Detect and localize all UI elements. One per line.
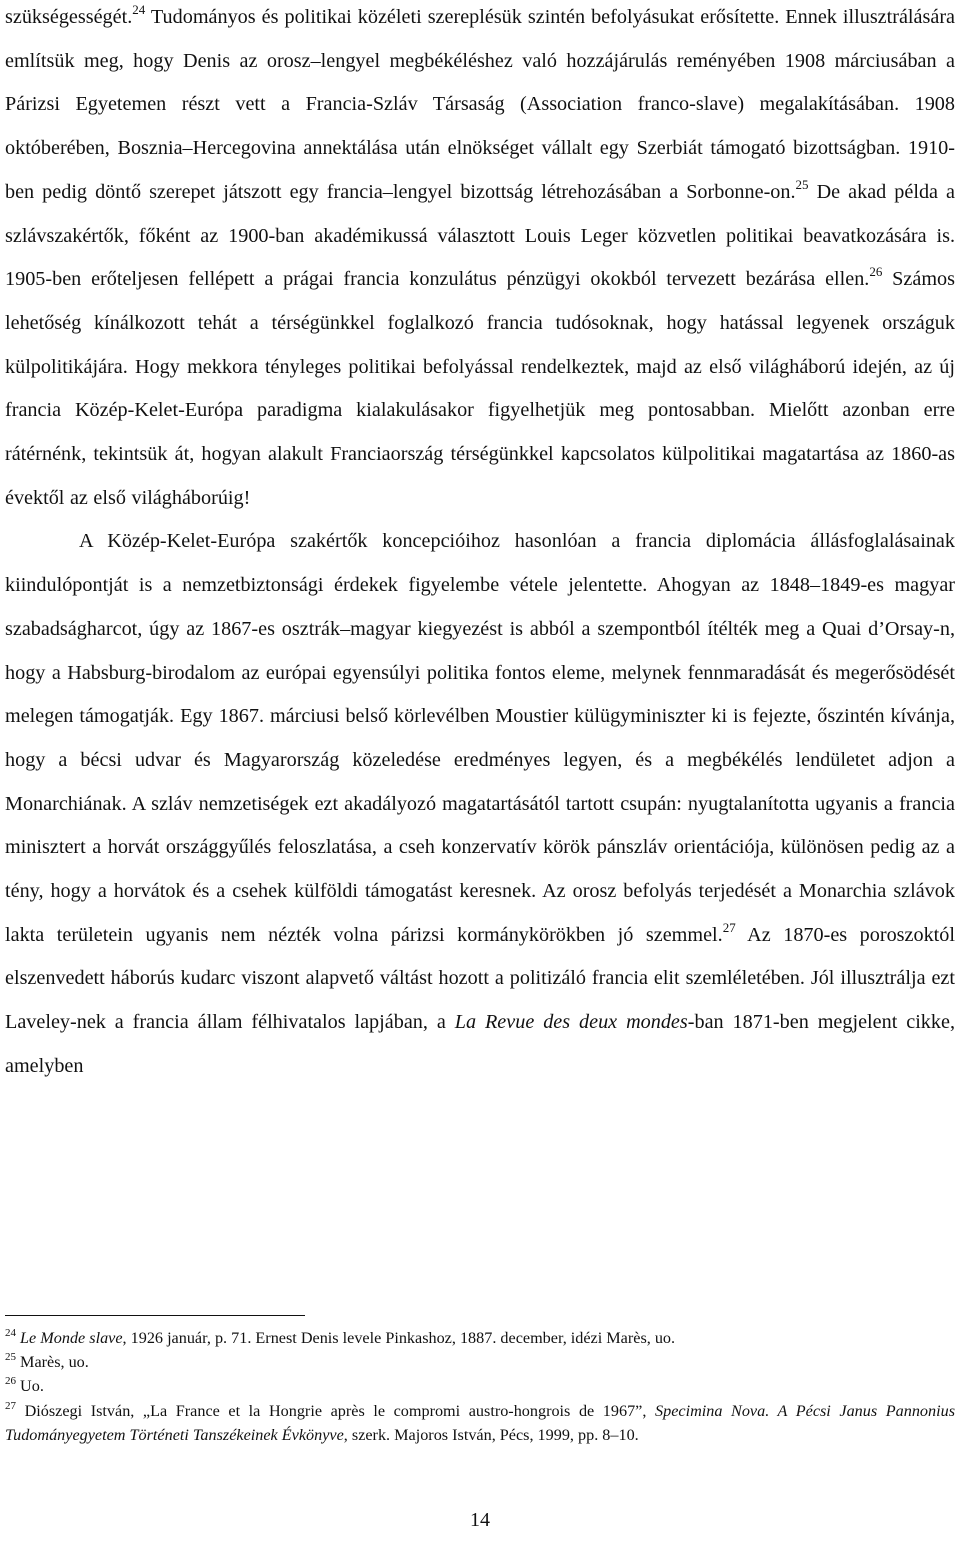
footnote-separator [5,1315,305,1316]
text-run: Számos lehetőség kínálkozott tehát a térségünkkel foglalkozó francia tudósoknak, hogy hatással legyenek országuk külpolitikájára. Hogy mekkora tényleges politikai befolyással rendelkeztek, majd az első világháború idején, az új francia Közép-Kelet-Európa paradigma kialakulásakor figyelhetjük meg pontosabban. Mielőtt azonban erre rátérnénk, tekintsük át, hogyan alakult Franciaország térségünkkel kapcsolatos külpolitikai magatartása az 1860-as évektől az első világháborúig! [5,268,955,509]
footnotes [5,1326,955,1447]
text-run: Marès, uo. [20,1353,89,1372]
footnote-ref-24[interactable]: 24 [132,2,146,17]
footnote-number: 24 [5,1327,16,1339]
text-run: A Közép-Kelet-Európa szakértők koncepcióihoz hasonlóan a francia diplomácia állásfoglalásainak kiindulópontját is a nemzetbiztonsági érdekek figyelembe vétele jelentette. Ahogyan az 1848–1849-es magyar szabadságharcot, úgy az 1867-es osztrák–magyar kiegyezést is abból a szempontból ítélték meg a Quai d’Orsay-n, hogy a Habsburg-birodalom az európai egyensúlyi politika fontos eleme, melynek fennmaradását és megerősödését melegen támogatják. Egy 1867. márciusi belső körlevélben Moustier külügyminiszter ki is fejezte, őszintén kívánja, hogy a bécsi udvar és Magyarország közeledése eredményes legyen, és a megbékélés lendületet adjon a Monarchiának. A szláv nemzetiségek ezt akadályozó magatartásától tartott csupán: nyugtalanította ugyanis a francia minisztert a horvát országgyűlés feloszlatása, a cseh konzervatív körök pánszláv orientációja, különösen pedig az a tény, hogy a horvátok és a csehek külföldi támogatást keresnek. Az orosz befolyás terjedését a Monarchia szlávok lakta területein ugyanis nem nézték volna párizsi kormánykörökben jó szemmel. [5,530,955,946]
footnote-number: 25 [5,1351,16,1364]
footnote-ref-25[interactable]: 25 [795,176,809,192]
footnote-24 [5,1326,955,1350]
footnote-25 [5,1350,955,1374]
footnote-ref-27[interactable]: 27 [722,919,736,935]
body-text [5,0,955,1089]
text-run: , szerk. Majoros István, Pécs, 1999, pp. 8–10. [343,1425,639,1444]
footnote-26 [5,1374,955,1398]
paragraph-1 [5,0,955,520]
text-run: -ban 1871-ben megjelent cikke, amelyben [5,1011,955,1077]
paragraph-2 [5,520,955,1088]
footnote-number: 27 [5,1399,16,1412]
text-run: De akad példa a szlávszakértők, főként az 1900-ban akadémikussá választott Louis Leger közvetlen politikai beavatkozására is. 1905-ben erőteljesen fellépett a prágai francia konzulátus pénzügyi okokból tervezett bezárása ellen. [5,180,955,291]
text-run: Tudományos és politikai közéleti szereplésük szintén befolyásukat erősítette. Ennek illusztrálására említsük meg, hogy Denis az orosz–lengyel megbékéléshez való hozzájárulás reményében 1908 márciusában a Párizsi Egyetemen részt vett a Francia-Szláv Társaság (Association franco-slave) megalakításában. 1908 októberében, Bosznia–Hercegovina annektálása után elnökséget vállalt egy Szerbiát támogató bizottságban. 1910-ben pedig döntő szerepet játszott egy francia–lengyel bizottság létrehozásában a Sorbonne-on. [5,6,955,203]
text-run: , 1926 január, p. 71. Ernest Denis levele Pinkashoz, 1887. december, idézi Marès, uo. [122,1329,676,1347]
text-run: Uo. [20,1377,44,1396]
text-run: Diószegi István, „La France et la Hongrie après le compromi austro-hongrois de 1967”, [24,1401,656,1420]
footnote-ref-26[interactable]: 26 [869,264,883,280]
journal-title: La Revue des deux mondes [454,1011,688,1034]
footnote-27 [5,1399,955,1447]
page-number: 14 [470,1509,490,1531]
text-run: Le Monde slave [20,1329,123,1347]
text-run: szükségességét. [5,6,133,28]
text-run: Specimina Nova. A Pécsi Janus Pannonius Tudományegyetem Történeti Tanszékeinek Évkönyve [5,1401,955,1444]
footnote-number: 26 [5,1375,16,1388]
text-run: Az 1870-es poroszoktól elszenvedett háborús kudarc viszont alapvető váltást hozott a politizáló francia elit szemléletében. Jól illusztrálja ezt Laveley-nek a francia állam félhivatalos lapjában, a [5,923,955,1034]
